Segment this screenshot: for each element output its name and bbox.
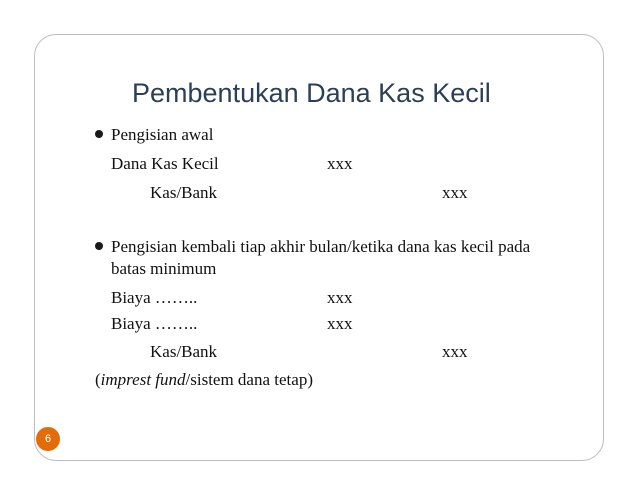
section1-bullet-text: Pengisian awal bbox=[111, 125, 214, 144]
section2-bullet-line1: Pengisian kembali tiap akhir bulan/ketika dana kas kecil pada bbox=[111, 237, 531, 256]
section1-row1-account: Dana Kas Kecil bbox=[111, 154, 219, 173]
footnote-italic: imprest fund bbox=[100, 370, 186, 389]
footnote bbox=[95, 371, 313, 388]
section2-row2-debit: xxx bbox=[327, 314, 353, 333]
section2-row3-credit: xxx bbox=[442, 342, 468, 361]
section2-row3-account: Kas/Bank bbox=[150, 342, 218, 361]
section2-row1-debit: xxx bbox=[327, 288, 353, 307]
footnote-rest: /sistem dana tetap) bbox=[185, 370, 313, 389]
page-number-badge: 6 bbox=[36, 427, 60, 451]
bullet-dot-1 bbox=[95, 130, 103, 138]
slide-title: Pembentukan Dana Kas Kecil bbox=[132, 78, 491, 108]
footnote-open: ( bbox=[95, 370, 101, 389]
section1-row2-credit: xxx bbox=[442, 183, 468, 202]
section2-row1-account: Biaya …….. bbox=[111, 288, 198, 307]
section1-row2-account: Kas/Bank bbox=[150, 183, 218, 202]
section1-row1-debit: xxx bbox=[327, 154, 353, 173]
section2-row2-account: Biaya …….. bbox=[111, 314, 198, 333]
section2-bullet-line2: batas minimum bbox=[111, 259, 217, 278]
bullet-dot-2 bbox=[95, 242, 103, 250]
